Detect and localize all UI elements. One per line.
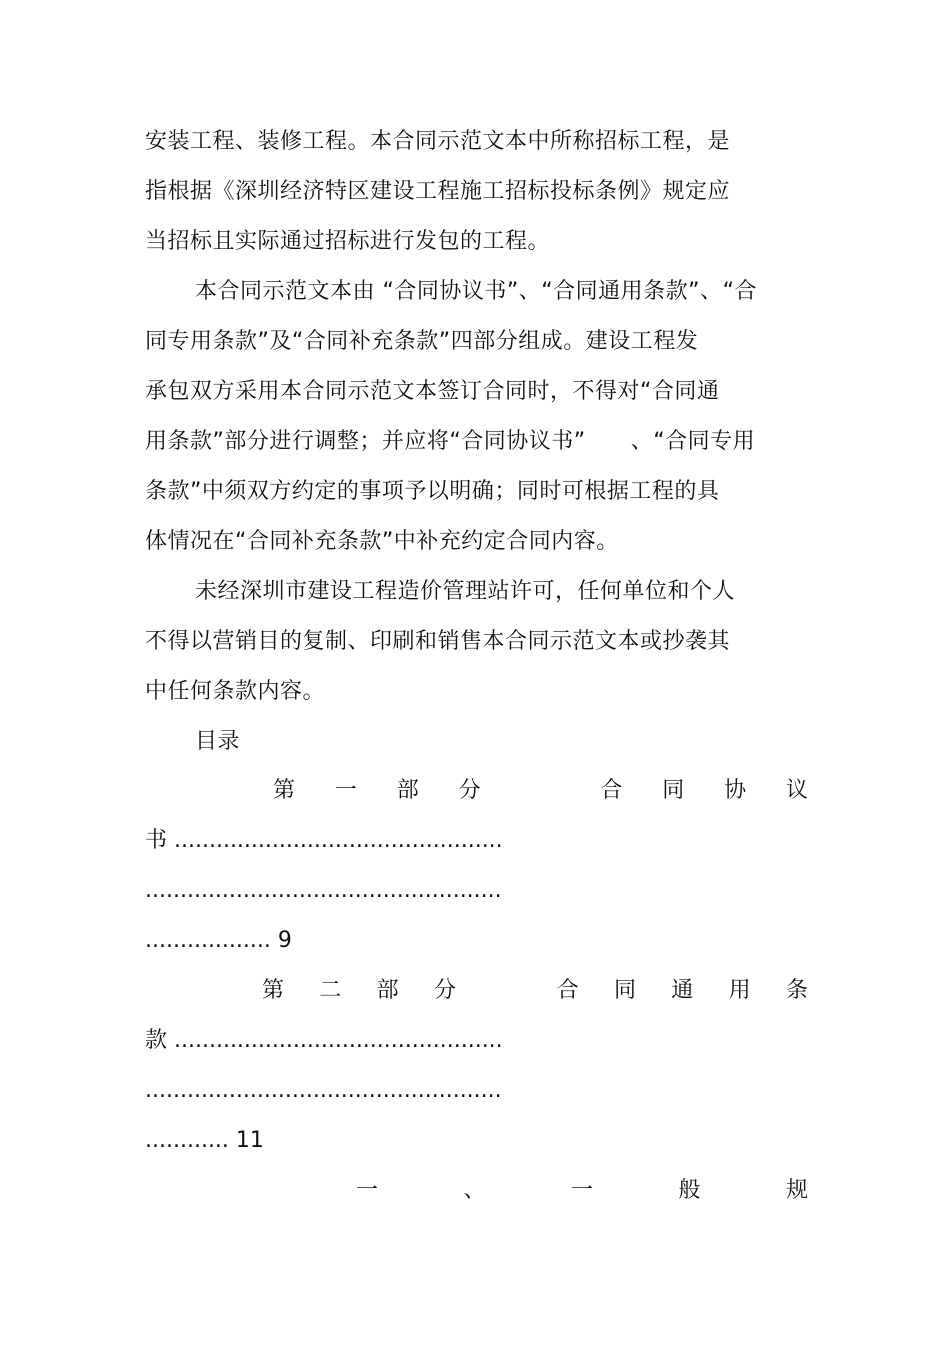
toc-char: 、 bbox=[463, 1178, 486, 1203]
paragraph-line: 指根据《深圳经济特区建设工程施工招标投标条例》规定应 bbox=[145, 179, 731, 204]
toc-char: 用 bbox=[728, 978, 751, 1003]
toc-char: 规 bbox=[785, 1178, 808, 1203]
toc-char: 通 bbox=[671, 978, 694, 1003]
toc-char: 合 bbox=[556, 978, 579, 1003]
toc-leader: 款 ............................................... bbox=[145, 1028, 503, 1053]
paragraph-line: 承包双方采用本合同示范文本签订合同时，不得对“合同通 bbox=[145, 379, 720, 404]
toc-char: 条 bbox=[785, 978, 808, 1003]
paragraph-line: 同专用条款”及“合同补充条款”四部分组成。建设工程发 bbox=[145, 329, 699, 354]
paragraph-line: 条款”中须双方约定的事项予以明确；同时可根据工程的具 bbox=[145, 479, 720, 504]
toc-heading: 目录 bbox=[195, 729, 241, 754]
toc-char: 议 bbox=[785, 778, 808, 803]
toc-char: 分 bbox=[433, 978, 456, 1003]
toc-char: 一 bbox=[570, 1178, 593, 1203]
toc-char: 二 bbox=[319, 978, 342, 1003]
toc-entry-part2[interactable] bbox=[262, 976, 808, 1006]
toc-char: 部 bbox=[376, 978, 399, 1003]
toc-leader: ................................................... bbox=[145, 1078, 502, 1103]
toc-char: 一 bbox=[334, 778, 357, 803]
paragraph-line: 用条款”部分进行调整；并应将“合同协议书” 、“合同专用 bbox=[145, 429, 756, 454]
toc-char: 部 bbox=[396, 778, 419, 803]
toc-entry-part1[interactable] bbox=[273, 776, 808, 806]
toc-char: 分 bbox=[458, 778, 481, 803]
paragraph-line: 不得以营销目的复制、印刷和销售本合同示范文本或抄袭其 bbox=[145, 629, 731, 654]
paragraph-line: 当招标且实际通过招标进行发包的工程。 bbox=[145, 229, 551, 254]
toc-char: 协 bbox=[724, 778, 747, 803]
paragraph-line: 安装工程、装修工程。本合同示范文本中所称招标工程，是 bbox=[145, 129, 731, 154]
toc-entry-section1[interactable] bbox=[356, 1176, 808, 1206]
toc-char: 合 bbox=[600, 778, 623, 803]
toc-leader: 书 ............................................... bbox=[145, 828, 503, 853]
toc-char: 同 bbox=[662, 778, 685, 803]
toc-leader: ................................................... bbox=[145, 878, 502, 903]
toc-char: 第 bbox=[273, 778, 296, 803]
toc-char: 般 bbox=[678, 1178, 701, 1203]
toc-char: 一 bbox=[356, 1178, 379, 1203]
toc-char: 第 bbox=[262, 978, 285, 1003]
toc-char: 同 bbox=[613, 978, 636, 1003]
paragraph-line: 体情况在“合同补充条款”中补充约定合同内容。 bbox=[145, 529, 619, 554]
paragraph-line: 本合同示范文本由 “合同协议书”、“合同通用条款”、“合 bbox=[195, 279, 757, 304]
toc-page-number: ............ 11 bbox=[145, 1128, 264, 1153]
paragraph-line: 未经深圳市建设工程造价管理站许可，任何单位和个人 bbox=[195, 579, 736, 604]
toc-page-number: .................. 9 bbox=[145, 928, 292, 953]
paragraph-line: 中任何条款内容。 bbox=[145, 679, 326, 704]
